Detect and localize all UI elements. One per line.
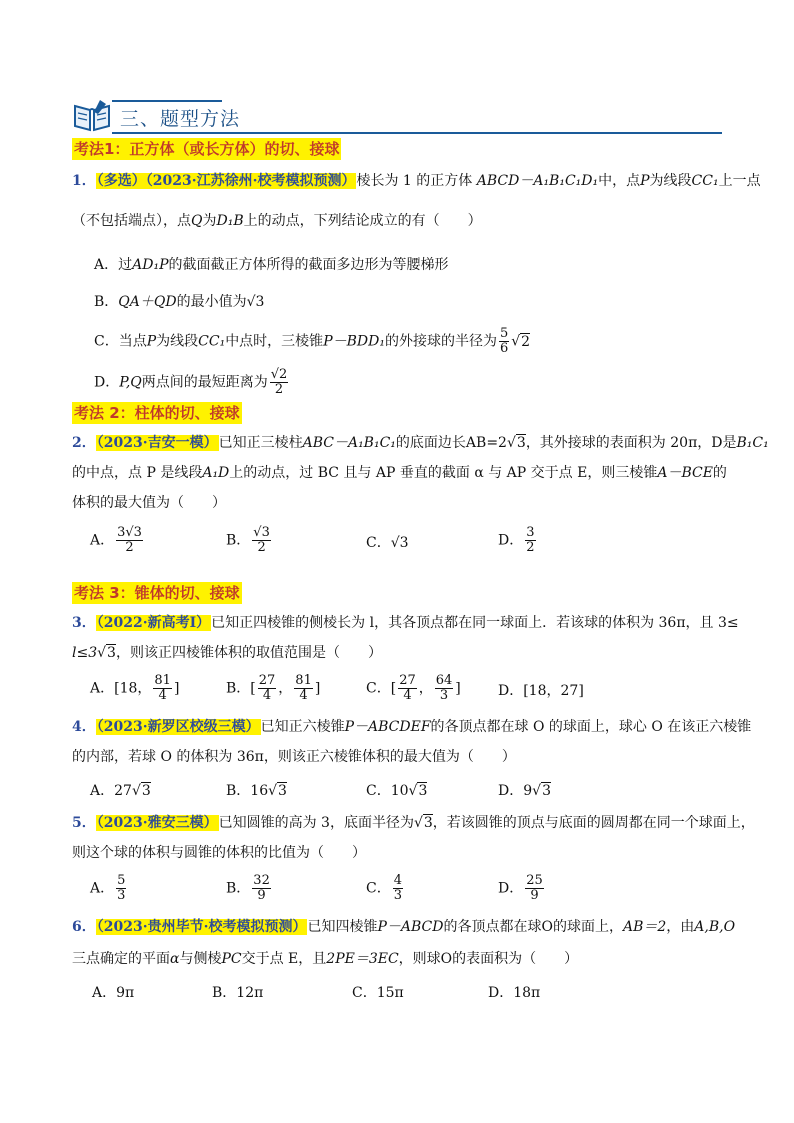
q3-option-a: A．[18， $\frac{81}{4}$ ] (90, 673, 180, 703)
header-top-line (112, 100, 222, 102)
q1-pq: P,Q (119, 374, 142, 391)
option-label: B．[ (226, 680, 256, 697)
option-label: A．[18， (90, 680, 152, 697)
q6-option-c: C．15π (352, 985, 404, 1001)
fraction (116, 874, 126, 903)
section-header (72, 98, 722, 138)
q1-line2 (72, 210, 482, 232)
numerator: 5 (117, 873, 126, 888)
option-label: D． (498, 880, 524, 897)
q4-number: 4． (72, 719, 96, 735)
option-label: D． (498, 532, 524, 549)
option-label: B．16 (226, 783, 269, 799)
q3-text: 已知正四棱锥的侧棱长为 l，其各顶点都在同一球面上．若该球的体积为 36π，且 3≤ (211, 615, 739, 631)
q6-text: ，由 (666, 919, 695, 935)
q3-line2: l≤3√3，则该正四棱锥体积的取值范围是（ ） (72, 645, 382, 661)
q2-text: ，其外接球的表面积为 20π，D是 (525, 435, 737, 451)
q6-text: ，则球O的表面积为（ ） (398, 951, 579, 967)
q5-option-b (226, 874, 273, 903)
denominator: 3 (439, 688, 449, 703)
denominator: 9 (257, 888, 266, 903)
denominator: 9 (530, 888, 539, 903)
q2-number: 2． (72, 435, 96, 451)
book-icon (72, 98, 112, 132)
q5-text: 已知圆锥的高为 3，底面半径为 (218, 815, 414, 831)
option-text: 的截面截正方体所得的截面多边形为等腰梯形 (168, 257, 449, 273)
q3-line1 (72, 612, 739, 634)
q1-option-c: C．当点P为线段CC₁中点时，三棱锥P－BDD₁的外接球的半径为 $\frac{5}{6}$ √2 (94, 326, 531, 356)
q3-source-tag: （2022·新高考Ⅰ） (96, 615, 211, 631)
q1-text: 上一点 (718, 173, 761, 189)
option-text: 中点时，三棱锥 (225, 333, 324, 350)
q6-option-d: D．18π (488, 985, 541, 1001)
q4-text: 的各顶点都在球 O 的球面上，球心 O 在该正六棱锥 (430, 719, 752, 735)
q1-cc1: CC₁ (691, 173, 719, 189)
numerator: 3√3 (117, 525, 142, 540)
option-label: A． (90, 880, 115, 897)
q5-text: ，若该圆锥的顶点与底面的圆周都在同一个球面上， (432, 815, 755, 831)
q1-cc1: CC₁ (198, 333, 226, 350)
option-text: 的最小值为 (176, 294, 247, 310)
q2-line2 (72, 462, 727, 484)
q4-option-c: C．10√3 (366, 783, 428, 799)
q3-option-b: B．[ $\frac{27}{4}$ ， $\frac{81}{4}$ ] (226, 673, 321, 703)
numerator: 27 (399, 673, 416, 688)
numerator: 27 (258, 673, 276, 688)
option-label: C．[ (366, 680, 397, 697)
q1-text: 为线段 (649, 173, 692, 189)
q1-number: 1． (72, 173, 96, 189)
q1-sqrt3: √3 (246, 294, 265, 310)
q1-qaqd: QA＋QD (118, 294, 177, 310)
option-label: B． (226, 532, 251, 549)
q4-hexa: P－ABCDEF (344, 719, 431, 735)
q4-option-d: D．9√3 (498, 783, 551, 799)
fraction (252, 874, 271, 903)
option-label: D．9 (498, 783, 533, 799)
fraction (525, 874, 544, 903)
option-label: C．当点 (94, 333, 147, 350)
q1-option-b (94, 291, 264, 313)
option-text: 的外接球的半径为 (384, 333, 497, 350)
q5-option-a (90, 874, 128, 903)
option-text: 两点间的最短距离为 (141, 374, 268, 391)
q5-line2: 则这个球的体积与圆锥的体积的比值为（ ） (72, 845, 366, 861)
q4-line1 (72, 716, 751, 738)
q2-prism: ABC－A₁B₁C₁ (302, 435, 396, 451)
q5-line1: 5．（2023·雅安三模）已知圆锥的高为 3，底面半径为√3，若该圆锥的顶点与底面的圆周都在同一个球面上， (72, 815, 755, 831)
q1-text: 中，点 (598, 173, 641, 189)
q1-line1 (72, 170, 761, 192)
q2-abce: A－BCE (657, 465, 713, 481)
q6-text: 三点确定的平面 (72, 951, 170, 967)
numerator: 81 (295, 673, 312, 688)
section-1-heading: 考法1：正方体（或长方体）的切、接球 (74, 140, 340, 158)
denominator: 3 (393, 888, 402, 903)
q3-number: 3． (72, 615, 96, 631)
fraction (525, 526, 535, 555)
header-rule (112, 132, 722, 134)
q2-option-a (90, 526, 145, 555)
numerator: 64 (435, 673, 453, 688)
q1-option-d (94, 368, 290, 397)
numerator: √2 (270, 367, 288, 382)
q2-line3: 体积的最大值为（ ） (72, 495, 226, 511)
q1-d1b: D₁B (216, 213, 244, 229)
q2-text: 的中点，点 P 是线段 (72, 465, 203, 481)
q4-text: 已知正六棱锥 (260, 719, 345, 735)
q6-line1 (72, 916, 735, 938)
q6-pc: PC (221, 951, 242, 967)
radicand: 2 (521, 333, 531, 350)
q6-option-b: B．12π (212, 985, 264, 1001)
q6-line2 (72, 948, 578, 970)
option-label: B． (94, 294, 119, 310)
q5-option-c (366, 874, 405, 903)
q4-option-b: B．16√3 (226, 783, 287, 799)
q4-source-tag: （2023·新罗区校级三模） (96, 719, 260, 735)
q1-point-p: P (640, 173, 650, 189)
q2-sqrt3: √3 (390, 535, 409, 551)
numerator: 81 (154, 673, 171, 688)
radicand: 3 (418, 783, 428, 799)
denominator: 2 (125, 540, 134, 555)
fraction (270, 368, 289, 397)
q2-text: 已知正三棱柱 (218, 435, 303, 451)
q1-point-q: Q (191, 213, 203, 229)
q1-option-a (94, 254, 449, 276)
q6-text: 的各顶点都在球O的球面上， (443, 919, 623, 935)
section-2-heading: 考法 2：柱体的切、接球 (74, 404, 240, 422)
q2-source-tag: （2023·吉安一模） (96, 435, 218, 451)
fraction (116, 526, 143, 555)
fraction (398, 674, 417, 703)
q6-text: 交于点 E，且 (241, 951, 327, 967)
q6-quad: P－ABCD (377, 919, 444, 935)
denominator: 4 (262, 688, 272, 703)
option-text: 为线段 (156, 333, 199, 350)
q6-source-tag: （2023·贵州毕节·校考模拟预测） (96, 919, 307, 935)
numerator: 25 (526, 873, 543, 888)
q2-b1c1: B₁C₁ (736, 435, 769, 451)
q6-eq: 2PE＝3EC (326, 951, 399, 967)
q1-source-tag: （多选）（2023·江苏徐州·校考模拟预测） (96, 173, 356, 189)
radicand: 3 (423, 815, 433, 831)
denominator: 2 (526, 540, 535, 555)
q1-text: （不包括端点），点 (72, 213, 191, 229)
denominator: 4 (299, 688, 308, 703)
q1-text: 上的动点，下列结论成立的有（ ） (243, 213, 482, 229)
q2-text: 的 (712, 465, 727, 481)
q1-text: 棱长为 1 的正方体 (356, 173, 473, 189)
radicand: 3 (141, 783, 151, 799)
q3-text: l≤3 (72, 645, 98, 661)
fraction (258, 674, 277, 703)
denominator: 2 (257, 540, 266, 555)
q6-number: 6． (72, 919, 96, 935)
q3-option-c: C．[ $\frac{27}{4}$ ， $\frac{64}{3}$ ] (366, 673, 461, 703)
option-label: A． (90, 532, 115, 549)
q6-text: 与侧棱 (179, 951, 222, 967)
option-label: B． (226, 880, 251, 897)
q2-option-c (366, 532, 409, 554)
q5-number: 5． (72, 815, 96, 831)
q5-source-tag: （2023·雅安三模） (96, 815, 218, 831)
numerator: 5 (499, 326, 509, 341)
fraction (499, 327, 509, 356)
q5-option-d (498, 874, 546, 903)
denominator: 4 (403, 688, 412, 703)
q2-option-b (226, 526, 273, 555)
numerator: 3 (526, 525, 535, 540)
option-label: A．过 (94, 257, 133, 273)
page-title: 三、题型方法 (120, 108, 241, 130)
denominator: 2 (274, 382, 284, 397)
q4-line2: 的内部，若球 O 的体积为 36π，则该正六棱锥体积的最大值为（ ） (72, 749, 516, 765)
option-label: C． (366, 880, 391, 897)
q1-tetra: P－BDD₁ (323, 333, 385, 350)
radicand: 3 (107, 645, 116, 661)
section-3-heading: 考法 3：锥体的切、接球 (74, 584, 240, 602)
q6-text: 已知四棱锥 (307, 919, 378, 935)
q3-text: ，则该正四棱锥体积的取值范围是（ ） (115, 645, 382, 661)
numerator: 4 (393, 873, 402, 888)
denominator: 4 (158, 688, 167, 703)
fraction (294, 674, 313, 703)
fraction (252, 526, 271, 555)
option-label: D． (94, 374, 120, 391)
q2-a1d: A₁D (202, 465, 230, 481)
radicand: 3 (542, 783, 551, 799)
q2-text: 的底面边长AB=2 (395, 435, 507, 451)
q6-ab2: AB＝2 (622, 919, 667, 935)
q6-abo: A,B,O (694, 919, 736, 935)
q2-option-d (498, 526, 538, 555)
numerator: √3 (253, 525, 270, 540)
q4-option-a: A．27√3 (90, 783, 151, 799)
q1-cube: ABCD－A₁B₁C₁D₁ (476, 173, 599, 189)
radicand: 3 (516, 435, 526, 451)
numerator: 32 (253, 873, 270, 888)
q6-alpha: α (170, 951, 180, 967)
fraction (435, 674, 454, 703)
q2-text: 上的动点，过 BC 且与 AP 垂直的截面 α 与 AP 交于点 E，则三棱锥 (229, 465, 658, 481)
q1-text: 为 (202, 213, 217, 229)
fraction (153, 674, 172, 703)
q2-line1: 2．（2023·吉安一模）已知正三棱柱ABC－A₁B₁C₁的底面边长AB=2√3，其外接球的表面积为 20π，D是B₁C₁ (72, 435, 769, 451)
radicand: 3 (278, 783, 287, 799)
option-label: C． (366, 535, 391, 551)
q1-ad1p: AD₁P (132, 257, 169, 273)
denominator: 6 (499, 341, 509, 356)
fraction (393, 874, 403, 903)
option-label: A．27 (90, 783, 132, 799)
q6-option-a: A．9π (92, 985, 135, 1001)
q1-point-p: P (146, 333, 157, 350)
denominator: 3 (117, 888, 126, 903)
option-label: C．10 (366, 783, 409, 799)
q3-option-d: D．[18，27] (498, 683, 584, 699)
